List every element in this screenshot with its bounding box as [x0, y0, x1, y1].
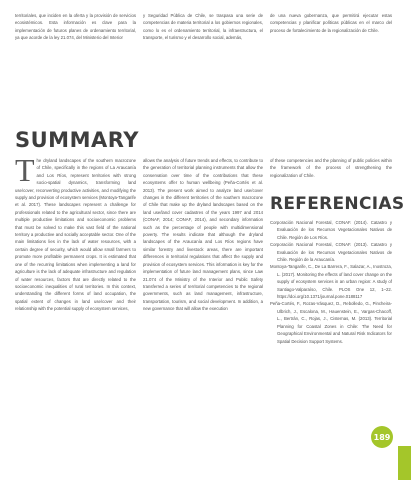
top-column-2 — [143, 12, 263, 42]
summary-heading: SUMMARY — [15, 128, 139, 152]
summary-paragraph — [15, 152, 136, 313]
summary-column-1 — [15, 152, 136, 313]
summary-column-1-text: he dryland landscapes of the southern macrozone of Chile, specifically in the regions of La Araucanía and Los Ríos, represent territories with strong socio-spatial dynamics, transforming land use/cover, reconverting productive activities, and modifying the supply and provision of ecosystem services (Montoya-Tangarife et al. 2017). These landscapes represent a challenge for professionals related to the agricultural sector, since there are multiple productive limitations and socioeconomic problems that must be solved to make this vast field of the national territory a productive and socially acceptable sector. One of the main limitations lies in the lack of water resources, with a certain degree of security, which would allow small farmers to promote more profitable permanent crops. It is estimated that one of the recurring limitations when implementing a land for agriculture is the lack of adequate infrastructure and regulation of water resources, factors that are directly related to the socioeconomic inequalities of rural territories. In this context, understanding the different forms of land occupation, the spatial extent of changes in land use/cover and their relationship with the potential supply of ecosystem services, — [15, 158, 136, 312]
top-column-2-text: y Seguridad Pública de Chile, se traspasa una serie de competencias de materia territorial a los gobiernos regionales, como lo es el ordenamiento territorial, la infraestructura, el transporte, el turismo y el desarrollo social, además, — [143, 13, 263, 41]
side-tab-decoration — [398, 446, 411, 480]
reference-item: Montoya-Tangarife, C., De La Barrera, F., Salazar, A., Inostroza, L. (2017). Monitoring the effects of land cover change on the supply of ecosystem services in an urban region: A study of Santiago-Valparaíso, Chile. PLOS One 12, 1–22. https://doi.org/10.1371/journal.pone.0188117 — [270, 264, 392, 300]
top-column-1-text: territoriales, que inciden en la oferta y la provisión de servicios ecosistémicos. Esta información es clave para la implementación de futuros planes de ordenamiento territorial, ya que acorde de la ley 21.074, del Ministerio del Interior — [15, 13, 136, 41]
top-column-1 — [15, 12, 136, 42]
drop-cap: T — [15, 152, 35, 188]
references-list — [270, 219, 392, 345]
summary-column-2 — [143, 157, 263, 313]
reference-item: Peña-Cortés, F., Rozas-Vásquez, D., Rebolledo, G., Pincheira-Ulbrich, J., Escalona, M., Hauenstein, E., Vargas-Chacoff, L., Bertrán, C., Rojas, J., Cisternas, M. (2013). Territorial Planning for Coastal Zones in Chile: The Need for Geographical Environmental and Natural Risk Indicators for Spatial Decision Support Systems. — [270, 301, 392, 344]
top-column-3 — [270, 12, 392, 34]
summary-column-3 — [270, 157, 392, 179]
reference-item: Corporación Nacional Forestal, CONAF. (2014). Catastro y Evaluación de los Recursos Vegetacionales Nativos de Chile. Región de Los Ríos. — [270, 220, 392, 240]
summary-column-3-text: of these competencies and the planning of public policies within the framework of the process of strengthening the regionalization of Chile. — [270, 158, 392, 178]
references-heading: REFERENCIAS — [270, 194, 405, 214]
page-number-badge: 189 — [371, 426, 393, 448]
reference-item: Corporación Nacional Forestal, CONAF. (2013). Catastro y Evaluación de los Recursos Vegetacionales Nativos de Chile. Región de la Araucanía. — [270, 242, 392, 263]
summary-column-2-text: allows the analysis of future trends and effects, to contribute to the generation of territorial planning instruments that allow the conservation over time of the contributions that these ecosystems offer to human wellbeing (Peña-Cortés et al. 2013). The present work aimed to analyze land use/cover changes in the different territories of the southern macrozone of Chile that make up the dryland landscapes based on the land use/land cover cadastres of the years 1997 and 2014 (CONAF, 2014; CONAF, 2014), and secondary information such as the percentage of people with multidimensional poverty. The results indicate that although the dryland landscapes of the Araucanía and Los Ríos regions have similar forestry and livestock areas, there are important differences in territorial regulations that affect the supply and provision of ecosystem services. This information is key for the implementation of future land management plans, since Law 21.074 of the Ministry of the Interior and Public Safety transferred a series of territorial competencies to the regional governments, such as land management, infrastructure, transportation, tourism, and social development. In addition, a new governance that will allow the execution — [143, 158, 263, 312]
top-column-3-text: de una nueva gobernanza, que permitirá ejecutar estas competencias y planificar políticas públicas en el marco del proceso de fortalecimiento de la regionalización de Chile. — [270, 13, 392, 33]
